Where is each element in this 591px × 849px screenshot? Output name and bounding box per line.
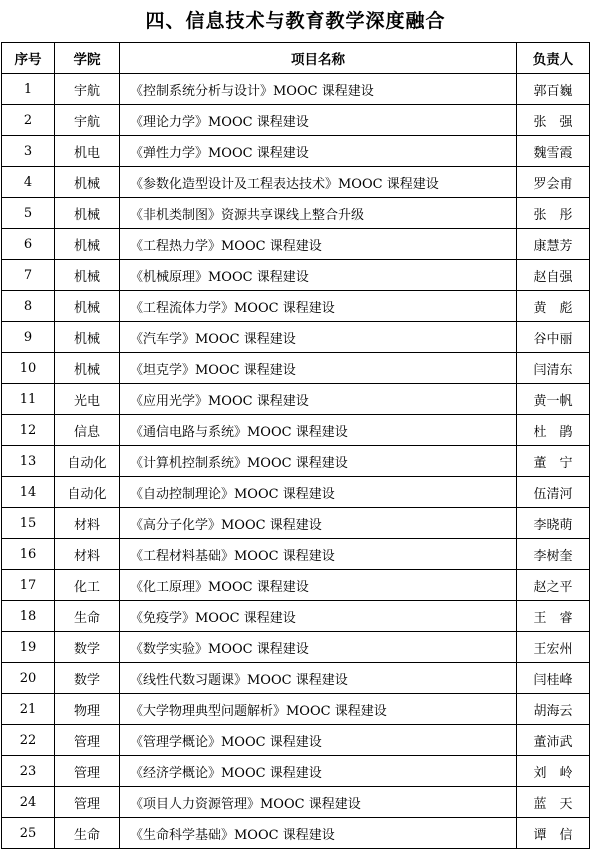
cell-project: 《弹性力学》MOOC 课程建设 — [120, 136, 517, 167]
cell-college: 自动化 — [55, 446, 120, 477]
cell-project: 《工程流体力学》MOOC 课程建设 — [120, 291, 517, 322]
table-row — [2, 756, 590, 787]
cell-project: 《坦克学》MOOC 课程建设 — [120, 353, 517, 384]
cell-leader: 李树奎 — [517, 539, 590, 570]
cell-leader: 谷中丽 — [517, 322, 590, 353]
cell-project: 《工程热力学》MOOC 课程建设 — [120, 229, 517, 260]
cell-no: 21 — [2, 694, 55, 725]
cell-leader: 赵自强 — [517, 260, 590, 291]
cell-college: 信息 — [55, 415, 120, 446]
table-row — [2, 446, 590, 477]
cell-college: 机械 — [55, 260, 120, 291]
cell-no: 1 — [2, 74, 55, 105]
cell-college: 机械 — [55, 198, 120, 229]
cell-project: 《应用光学》MOOC 课程建设 — [120, 384, 517, 415]
cell-leader: 赵之平 — [517, 570, 590, 601]
table-row — [2, 663, 590, 694]
cell-project: 《工程材料基础》MOOC 课程建设 — [120, 539, 517, 570]
cell-leader: 刘 岭 — [517, 756, 590, 787]
cell-project: 《自动控制理论》MOOC 课程建设 — [120, 477, 517, 508]
cell-college: 生命 — [55, 601, 120, 632]
cell-project: 《项目人力资源管理》MOOC 课程建设 — [120, 787, 517, 818]
table-row — [2, 818, 590, 849]
cell-no: 12 — [2, 415, 55, 446]
table-row — [2, 601, 590, 632]
cell-no: 3 — [2, 136, 55, 167]
cell-leader: 郭百巍 — [517, 74, 590, 105]
cell-no: 23 — [2, 756, 55, 787]
header-project: 项目名称 — [120, 43, 517, 74]
cell-project: 《理论力学》MOOC 课程建设 — [120, 105, 517, 136]
cell-no: 11 — [2, 384, 55, 415]
header-leader: 负责人 — [517, 43, 590, 74]
cell-no: 22 — [2, 725, 55, 756]
cell-no: 14 — [2, 477, 55, 508]
cell-leader: 闫桂峰 — [517, 663, 590, 694]
table-row — [2, 694, 590, 725]
cell-no: 6 — [2, 229, 55, 260]
table-row — [2, 260, 590, 291]
cell-leader: 康慧芳 — [517, 229, 590, 260]
cell-project: 《高分子化学》MOOC 课程建设 — [120, 508, 517, 539]
cell-leader: 董沛武 — [517, 725, 590, 756]
table-row — [2, 353, 590, 384]
table-row — [2, 508, 590, 539]
table-row — [2, 632, 590, 663]
table-row — [2, 105, 590, 136]
table-row — [2, 167, 590, 198]
cell-college: 管理 — [55, 787, 120, 818]
cell-college: 宇航 — [55, 105, 120, 136]
cell-no: 7 — [2, 260, 55, 291]
table-header-row — [2, 43, 590, 74]
table-row — [2, 415, 590, 446]
cell-project: 《数学实验》MOOC 课程建设 — [120, 632, 517, 663]
table-row — [2, 539, 590, 570]
cell-project: 《经济学概论》MOOC 课程建设 — [120, 756, 517, 787]
cell-leader: 伍清河 — [517, 477, 590, 508]
cell-no: 25 — [2, 818, 55, 849]
table-row — [2, 787, 590, 818]
project-table — [1, 42, 590, 849]
cell-college: 自动化 — [55, 477, 120, 508]
table-row — [2, 322, 590, 353]
cell-no: 19 — [2, 632, 55, 663]
cell-leader: 杜 鹃 — [517, 415, 590, 446]
cell-leader: 胡海云 — [517, 694, 590, 725]
page-title: 四、信息技术与教育教学深度融合 — [145, 10, 446, 32]
table-row — [2, 229, 590, 260]
cell-leader: 董 宁 — [517, 446, 590, 477]
table-body — [2, 74, 590, 849]
cell-college: 机电 — [55, 136, 120, 167]
cell-college: 机械 — [55, 229, 120, 260]
cell-project: 《免疫学》MOOC 课程建设 — [120, 601, 517, 632]
cell-college: 光电 — [55, 384, 120, 415]
cell-college: 材料 — [55, 508, 120, 539]
cell-college: 化工 — [55, 570, 120, 601]
cell-no: 16 — [2, 539, 55, 570]
table-row — [2, 136, 590, 167]
cell-leader: 闫清东 — [517, 353, 590, 384]
cell-project: 《机械原理》MOOC 课程建设 — [120, 260, 517, 291]
cell-project: 《线性代数习题课》MOOC 课程建设 — [120, 663, 517, 694]
cell-project: 《通信电路与系统》MOOC 课程建设 — [120, 415, 517, 446]
cell-college: 数学 — [55, 663, 120, 694]
cell-college: 机械 — [55, 353, 120, 384]
cell-college: 物理 — [55, 694, 120, 725]
cell-no: 10 — [2, 353, 55, 384]
cell-leader: 罗会甫 — [517, 167, 590, 198]
cell-college: 机械 — [55, 291, 120, 322]
cell-no: 24 — [2, 787, 55, 818]
cell-project: 《控制系统分析与设计》MOOC 课程建设 — [120, 74, 517, 105]
cell-leader: 张 强 — [517, 105, 590, 136]
header-college: 学院 — [55, 43, 120, 74]
cell-college: 数学 — [55, 632, 120, 663]
cell-leader: 王宏州 — [517, 632, 590, 663]
cell-project: 《计算机控制系统》MOOC 课程建设 — [120, 446, 517, 477]
cell-no: 20 — [2, 663, 55, 694]
cell-no: 15 — [2, 508, 55, 539]
cell-college: 管理 — [55, 756, 120, 787]
cell-project: 《非机类制图》资源共享课线上整合升级 — [120, 198, 517, 229]
cell-leader: 黄一帆 — [517, 384, 590, 415]
table-row — [2, 384, 590, 415]
cell-project: 《管理学概论》MOOC 课程建设 — [120, 725, 517, 756]
table-row — [2, 570, 590, 601]
cell-college: 宇航 — [55, 74, 120, 105]
cell-no: 4 — [2, 167, 55, 198]
cell-leader: 张 彤 — [517, 198, 590, 229]
cell-no: 8 — [2, 291, 55, 322]
cell-college: 生命 — [55, 818, 120, 849]
cell-leader: 魏雪霞 — [517, 136, 590, 167]
cell-project: 《汽车学》MOOC 课程建设 — [120, 322, 517, 353]
cell-no: 18 — [2, 601, 55, 632]
table-row — [2, 291, 590, 322]
cell-no: 5 — [2, 198, 55, 229]
table-row — [2, 74, 590, 105]
cell-leader: 蓝 天 — [517, 787, 590, 818]
cell-leader: 李晓萌 — [517, 508, 590, 539]
cell-leader: 黄 彪 — [517, 291, 590, 322]
table-row — [2, 198, 590, 229]
header-no: 序号 — [2, 43, 55, 74]
cell-no: 17 — [2, 570, 55, 601]
table-row — [2, 477, 590, 508]
cell-project: 《化工原理》MOOC 课程建设 — [120, 570, 517, 601]
cell-leader: 王 睿 — [517, 601, 590, 632]
cell-no: 2 — [2, 105, 55, 136]
cell-project: 《参数化造型设计及工程表达技术》MOOC 课程建设 — [120, 167, 517, 198]
cell-project: 《大学物理典型问题解析》MOOC 课程建设 — [120, 694, 517, 725]
table-row — [2, 725, 590, 756]
cell-no: 9 — [2, 322, 55, 353]
cell-college: 材料 — [55, 539, 120, 570]
cell-college: 机械 — [55, 167, 120, 198]
cell-project: 《生命科学基础》MOOC 课程建设 — [120, 818, 517, 849]
cell-leader: 谭 信 — [517, 818, 590, 849]
cell-no: 13 — [2, 446, 55, 477]
cell-college: 机械 — [55, 322, 120, 353]
cell-college: 管理 — [55, 725, 120, 756]
